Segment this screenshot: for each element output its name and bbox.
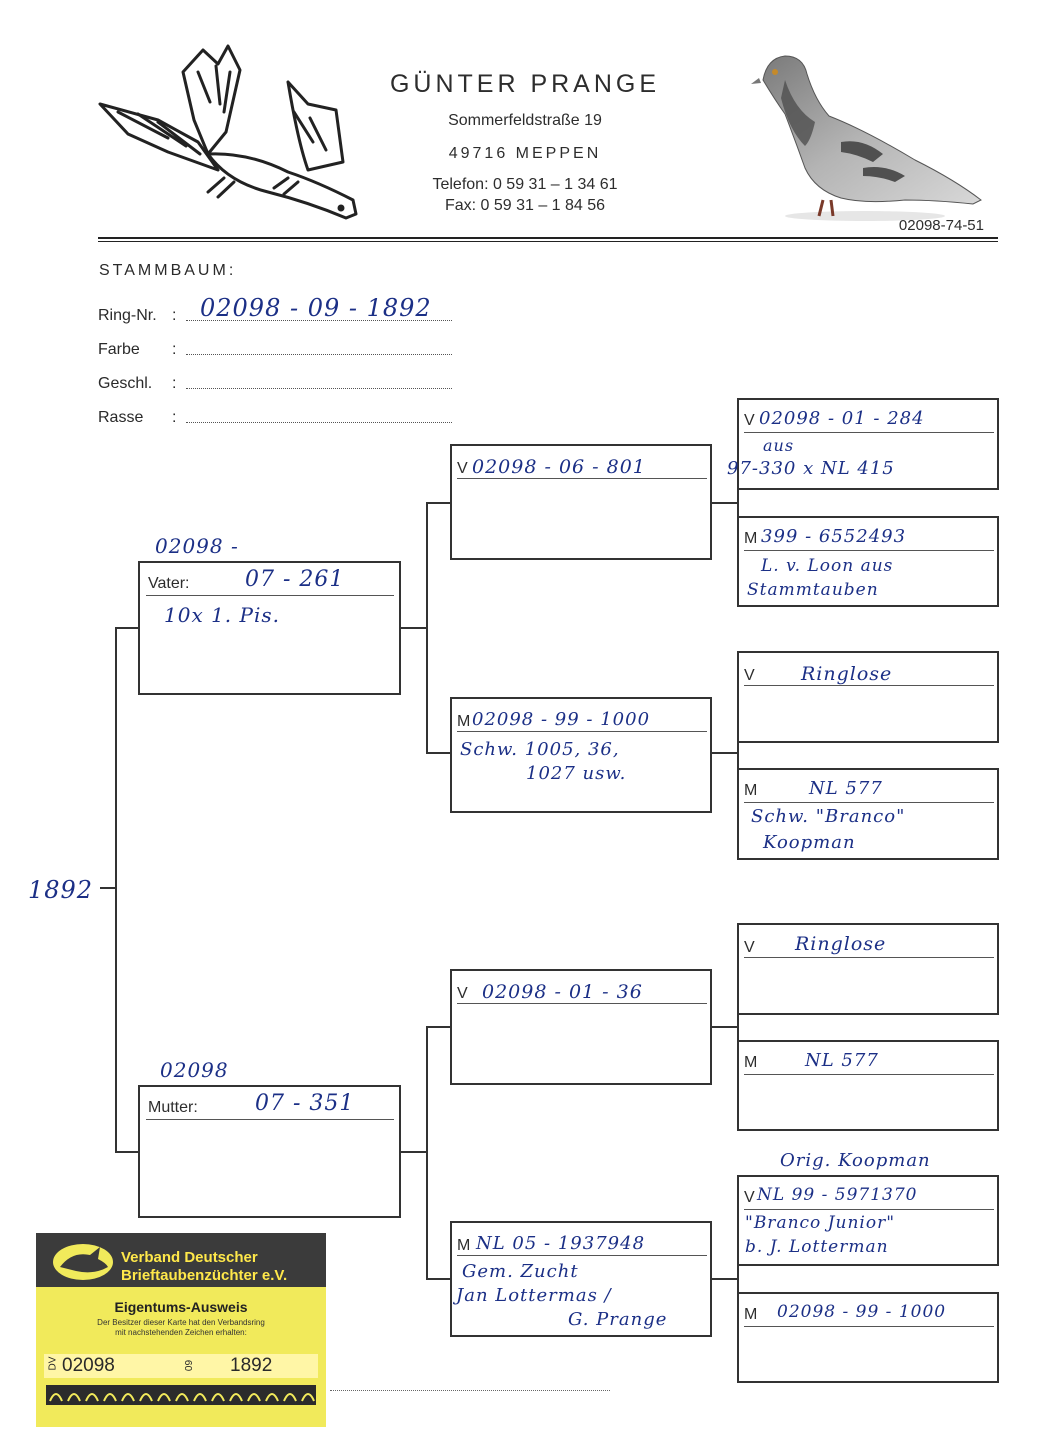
rasse-line[interactable]	[186, 422, 452, 423]
stamp-club: 02098	[62, 1355, 115, 1376]
mmf-ring[interactable]: NL 99 - 5971370	[757, 1185, 918, 1205]
ggf-fm-box[interactable]	[737, 651, 999, 743]
signature-line	[330, 1390, 610, 1391]
ggm-mf-box[interactable]	[737, 1040, 999, 1131]
rasse-colon: :	[172, 409, 177, 426]
dove-icon	[50, 1241, 116, 1283]
fff-note2[interactable]: 97-330 x NL 415	[727, 458, 895, 479]
mother-box[interactable]	[138, 1085, 401, 1218]
ggf-mf-box[interactable]	[737, 923, 999, 1015]
fmm-ring[interactable]: NL 577	[809, 778, 883, 799]
mm-note2[interactable]: Jan Lottermas /	[456, 1285, 612, 1306]
bird-logo	[98, 42, 363, 222]
father-note[interactable]: 10x 1. Pis.	[164, 603, 280, 627]
mother-ring[interactable]: 07 - 351	[255, 1091, 355, 1116]
mmm-ring[interactable]: 02098 - 99 - 1000	[777, 1302, 947, 1322]
form-title: STAMMBAUM:	[99, 262, 237, 279]
breeder-street: Sommerfeldstraße 19	[448, 112, 602, 129]
ggf-mm-box[interactable]	[737, 1175, 999, 1266]
stamp-org	[121, 1249, 287, 1285]
geschl-line[interactable]	[186, 388, 452, 389]
header-rule-thin	[98, 241, 998, 242]
ring-colon: :	[172, 307, 177, 324]
mf-mark: V	[457, 985, 468, 1002]
stamp-pattern-strip	[46, 1385, 316, 1405]
fmm-note1[interactable]: Schw. "Branco"	[751, 806, 906, 827]
fmm-note2[interactable]: Koopman	[763, 832, 856, 853]
mmf-note1[interactable]: "Branco Junior"	[745, 1213, 896, 1233]
farbe-label: Farbe	[98, 341, 140, 358]
ggf-ff-box[interactable]	[727, 398, 999, 490]
geschl-colon: :	[172, 375, 177, 392]
ring-label: Ring-Nr.	[98, 307, 157, 324]
ff-mark: V	[457, 460, 468, 477]
stamp-number: 1892	[230, 1355, 273, 1376]
fmf-mark: V	[744, 667, 755, 684]
stamp-dv: DV	[47, 1356, 59, 1371]
grandfather-paternal-box[interactable]	[450, 444, 712, 560]
ffm-note1[interactable]: L. v. Loon aus	[761, 556, 894, 576]
mm-ring[interactable]: NL 05 - 1937948	[476, 1233, 646, 1254]
header-code: 02098-74-51	[898, 217, 984, 234]
fmm-mark: M	[744, 782, 758, 799]
fm-note2[interactable]: 1027 usw.	[526, 763, 627, 784]
ggm-ff-box[interactable]	[737, 516, 999, 607]
stamp-text	[46, 1318, 316, 1338]
fm-note1[interactable]: Schw. 1005, 36,	[460, 739, 620, 760]
fm-mark: M	[457, 713, 471, 730]
mff-ring[interactable]: Ringlose	[795, 933, 887, 955]
stamp-text-line2: mit nachstehenden Zeichen erhalten:	[115, 1328, 247, 1337]
mother-label: Mutter:	[148, 1099, 198, 1116]
mfm-ring[interactable]: NL 577	[805, 1050, 879, 1071]
breeder-phone: Telefon: 0 59 31 – 1 34 61	[432, 176, 618, 193]
fm-ring[interactable]: 02098 - 99 - 1000	[472, 709, 651, 730]
grandmother-maternal-box[interactable]	[450, 1221, 712, 1337]
grandfather-maternal-box[interactable]	[450, 969, 712, 1085]
grandmother-paternal-box[interactable]	[450, 697, 712, 813]
stamp-org-line2: Brieftaubenzüchter e.V.	[121, 1267, 288, 1284]
fff-ring[interactable]: 02098 - 01 - 284	[759, 408, 925, 429]
father-box[interactable]	[138, 561, 401, 695]
rasse-label: Rasse	[98, 409, 144, 426]
breeder-city: 49716 MEPPEN	[448, 145, 602, 162]
pigeon-photo	[745, 50, 985, 222]
root-label: 1892	[28, 876, 94, 904]
ring-value[interactable]: 02098 - 09 - 1892	[200, 294, 432, 322]
mmf-note2[interactable]: b. J. Lotterman	[745, 1237, 889, 1257]
father-prefix: 02098 -	[155, 534, 239, 558]
ownership-stamp	[36, 1233, 326, 1427]
ggm-mm-box[interactable]	[737, 1292, 999, 1383]
mfm-mark: M	[744, 1054, 758, 1071]
breeder-name: GÜNTER PRANGE	[389, 70, 661, 98]
fff-note1[interactable]: aus	[763, 436, 795, 455]
mm-note3[interactable]: G. Prange	[568, 1309, 668, 1330]
mother-prefix: 02098	[160, 1058, 229, 1082]
farbe-line[interactable]	[186, 354, 452, 355]
stamp-title: Eigentums-Ausweis	[114, 1299, 248, 1315]
ffm-ring[interactable]: 399 - 6552493	[761, 526, 907, 547]
father-ring[interactable]: 07 - 261	[245, 567, 345, 592]
farbe-colon: :	[172, 341, 177, 358]
stamp-year: 09	[184, 1359, 196, 1372]
stamp-org-line1: Verband Deutscher	[121, 1249, 258, 1266]
mmf-mark: V	[744, 1189, 755, 1206]
father-label: Vater:	[148, 575, 190, 592]
header-rule	[98, 237, 998, 239]
mf-ring[interactable]: 02098 - 01 - 36	[482, 981, 643, 1003]
ggm-fm-box[interactable]	[737, 768, 999, 860]
stamp-text-line1: Der Besitzer dieser Karte hat den Verbandsring	[97, 1318, 265, 1327]
ffm-note2[interactable]: Stammtauben	[747, 580, 879, 600]
stamp-ring-numbers	[44, 1354, 318, 1378]
mmm-mark: M	[744, 1306, 758, 1323]
fff-mark: V	[744, 412, 755, 429]
breeder-fax: Fax: 0 59 31 – 1 84 56	[444, 197, 606, 214]
ff-ring[interactable]: 02098 - 06 - 801	[472, 456, 646, 478]
fmf-ring[interactable]: Ringlose	[801, 663, 893, 685]
mm-mark: M	[457, 1237, 471, 1254]
mff-mark: V	[744, 939, 755, 956]
mmf-above: Orig. Koopman	[780, 1150, 931, 1171]
mm-note1[interactable]: Gem. Zucht	[462, 1261, 579, 1282]
geschl-label: Geschl.	[98, 375, 153, 392]
ffm-mark: M	[744, 530, 758, 547]
